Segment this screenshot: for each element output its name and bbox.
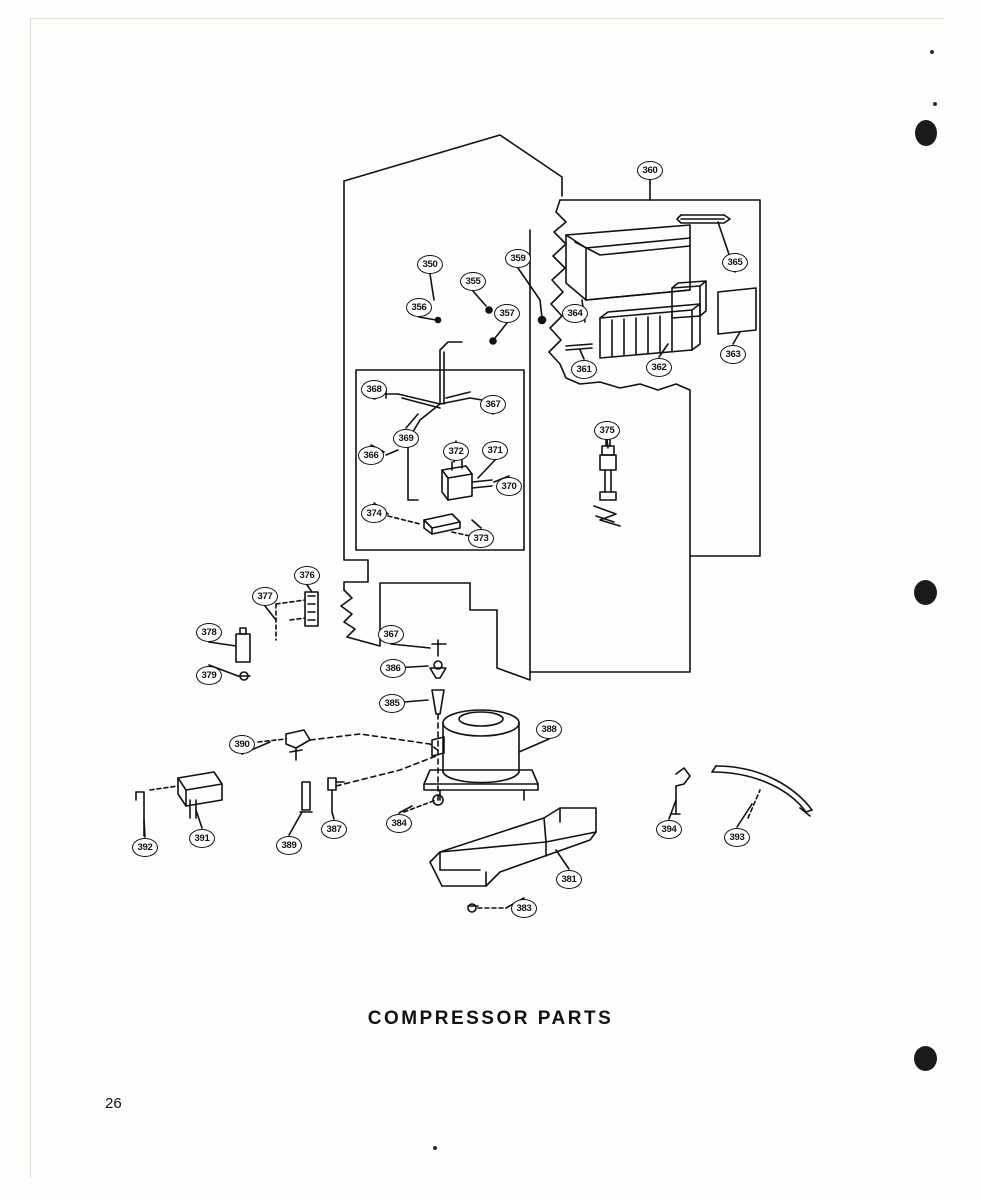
callout-375: 375 (594, 421, 620, 440)
callout-383: 383 (511, 899, 537, 918)
callout-391: 391 (189, 829, 215, 848)
callout-392: 392 (132, 838, 158, 857)
callout-381: 381 (556, 870, 582, 889)
callout-364: 364 (562, 304, 588, 323)
callout-373: 373 (468, 529, 494, 548)
callout-371: 371 (482, 441, 508, 460)
callout-360: 360 (637, 161, 663, 180)
callout-387: 387 (321, 820, 347, 839)
callout-369: 369 (393, 429, 419, 448)
callout-378: 378 (196, 623, 222, 642)
figure-caption: COMPRESSOR PARTS (367, 1008, 614, 1029)
callout-366: 366 (358, 446, 384, 465)
callout-385: 385 (379, 694, 405, 713)
callout-365: 365 (722, 253, 748, 272)
callout-350: 350 (417, 255, 443, 274)
callout-377: 377 (252, 587, 278, 606)
callout-389: 389 (276, 836, 302, 855)
page-number: 26 (105, 1095, 122, 1112)
callout-393: 393 (724, 828, 750, 847)
callout-368: 368 (361, 380, 387, 399)
callout-359: 359 (505, 249, 531, 268)
callout-370: 370 (496, 477, 522, 496)
callout-394: 394 (656, 820, 682, 839)
callout-388: 388 (536, 720, 562, 739)
callout-362: 362 (646, 358, 672, 377)
callout-355: 355 (460, 272, 486, 291)
callout-374: 374 (361, 504, 387, 523)
callout-367-lower: 367 (378, 625, 404, 644)
callout-357: 357 (494, 304, 520, 323)
callout-361: 361 (571, 360, 597, 379)
callout-356: 356 (406, 298, 432, 317)
callout-384: 384 (386, 814, 412, 833)
callout-372: 372 (443, 442, 469, 461)
callout-376: 376 (294, 566, 320, 585)
callout-367: 367 (480, 395, 506, 414)
callout-390: 390 (229, 735, 255, 754)
callout-363: 363 (720, 345, 746, 364)
callout-379: 379 (196, 666, 222, 685)
callout-386: 386 (380, 659, 406, 678)
